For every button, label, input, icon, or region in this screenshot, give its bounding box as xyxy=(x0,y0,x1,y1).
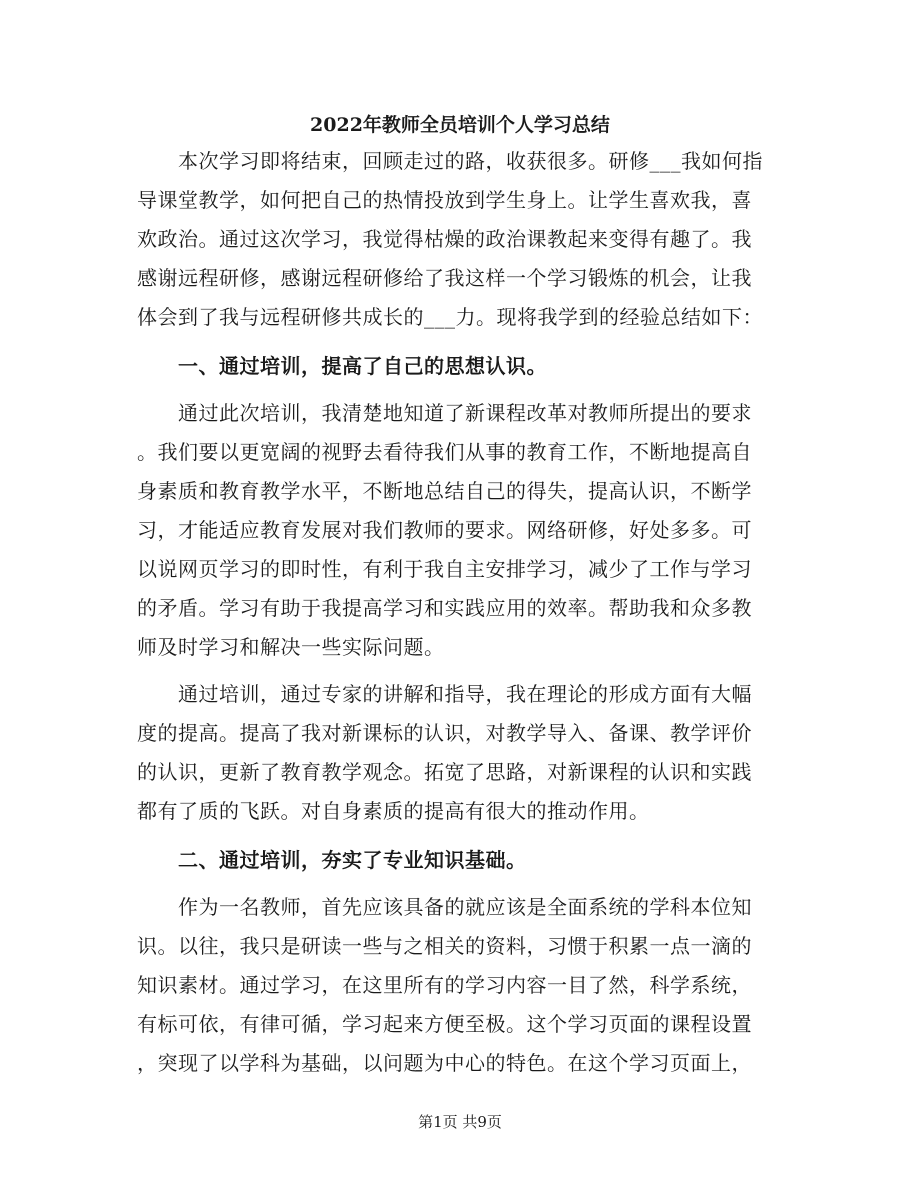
paragraph-line: 有标可依，有律可循，学习起来方便至极。这个学习页面的课程设置 xyxy=(137,1012,752,1036)
paragraph-line: 识。以往，我只是研读一些与之相关的资料，习惯于积累一点一滴的 xyxy=(137,934,752,958)
paragraph-line: 导课堂教学，如何把自己的热情投放到学生身上。让学生喜欢我，喜 xyxy=(137,188,752,212)
paragraph-line: 欢政治。通过这次学习，我觉得枯燥的政治课教起来变得有趣了。我 xyxy=(137,227,752,251)
paragraph-line: 度的提高。提高了我对新课标的认识，对教学导入、备课、教学评价 xyxy=(137,721,752,745)
paragraph-line: 作为一名教师，首先应该具备的就应该是全面系统的学科本位知 xyxy=(137,895,752,919)
paragraph-line: 通过此次培训，我清楚地知道了新课程改革对教师所提出的要求 xyxy=(137,401,752,425)
paragraph-line: 身素质和教育教学水平，不断地总结自己的得失，提高认识，不断学 xyxy=(137,479,752,503)
paragraph-line: 的认识，更新了教育教学观念。拓宽了思路，对新课程的认识和实践 xyxy=(137,760,752,784)
paragraph-line: 感谢远程研修，感谢远程研修给了我这样一个学习锻炼的机会，让我 xyxy=(137,266,752,290)
paragraph-line: 都有了质的飞跃。对自身素质的提高有很大的推动作用。 xyxy=(137,799,650,823)
section-heading-2: 二、通过培训，夯实了专业知识基础。 xyxy=(137,848,527,872)
paragraph-line: 体会到了我与远程研修共成长的___力。现将我学到的经验总结如下： xyxy=(137,305,763,329)
page-footer: 第1页 共9页 xyxy=(418,1113,502,1131)
section-heading-1: 一、通过培训，提高了自己的思想认识。 xyxy=(137,354,547,378)
document-title: 2022年教师全员培训个人学习总结 xyxy=(310,114,610,136)
paragraph-line: 通过培训，通过专家的讲解和指导，我在理论的形成方面有大幅 xyxy=(137,682,752,706)
paragraph-line: 知识素材。通过学习，在这里所有的学习内容一目了然，科学系统， xyxy=(137,973,752,997)
paragraph-line: 习，才能适应教育发展对我们教师的要求。网络研修，好处多多。可 xyxy=(137,518,752,542)
paragraph-line: 以说网页学习的即时性，有利于我自主安排学习，减少了工作与学习 xyxy=(137,557,752,581)
paragraph-line: ，突现了以学科为基础，以问题为中心的特色。在这个学习页面上， xyxy=(137,1051,752,1075)
paragraph-line: 本次学习即将结束，回顾走过的路，收获很多。研修___我如何指 xyxy=(137,149,763,173)
paragraph-line: 的矛盾。学习有助于我提高学习和实践应用的效率。帮助我和众多教 xyxy=(137,596,752,620)
paragraph-line: 。我们要以更宽阔的视野去看待我们从事的教育工作，不断地提高自 xyxy=(137,440,752,464)
paragraph-line: 师及时学习和解决一些实际问题。 xyxy=(137,635,445,659)
